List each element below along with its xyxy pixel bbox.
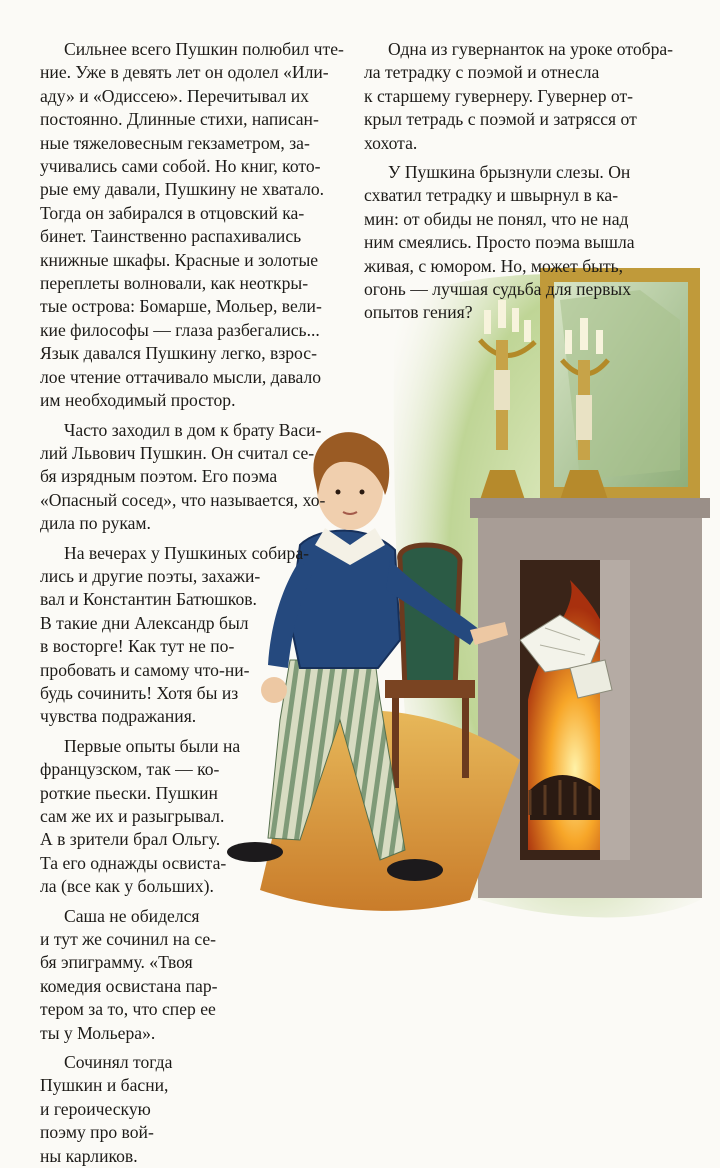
text-line: Язык давался Пушкину легко, взрос- [40,343,317,364]
text-line: Первые опыты были на [64,735,241,756]
text-line: аду» и «Одиссею». Перечитывал их [40,85,309,106]
text-line: На вечерах у Пушкиных собира- [64,542,310,563]
text-line: тером за то, что спер ее [40,999,216,1020]
paragraph [40,38,358,413]
text-line: сам же их и разыгрывал. [40,806,225,826]
text-line: ла тетрадку с поэмой и отнесла [364,62,600,83]
text-line: хохота. [364,132,418,153]
text-line: ты у Мольера». [40,1022,156,1043]
text-line: крыл тетрадь с поэмой и затрясся от [364,109,637,130]
paragraph [40,735,358,899]
text-line: будь сочинить! Хотя бы из [40,682,239,703]
text-line: ние. Уже в девять лет он одолел «Или- [40,62,329,83]
text-line: бя эпиграмму. «Твоя [40,952,193,973]
left-text-column [40,38,358,1168]
text-line: ла (все как у больших). [40,876,214,897]
text-line: Часто заходил в дом к брату Васи- [64,419,322,440]
text-line: «Опасный сосед», что называется, хо- [40,489,326,510]
text-line: ные тяжеловесным гекзаметром, за- [40,132,310,153]
text-line: бинет. Таинственно распахивались [40,226,302,247]
text-line: лое чтение оттачивало мысли, давало [40,366,322,387]
paragraph [364,161,684,325]
text-line: им необходимый простор. [40,390,236,411]
text-line: дила по рукам. [40,513,151,534]
paragraph [40,542,358,729]
text-line: В такие дни Александр был [40,612,249,633]
paragraph [40,1051,358,1168]
text-line: и тут же сочинил на се- [40,929,217,950]
text-line: огонь — лучшая судьба для первых [364,279,632,300]
text-line: и героическую [40,1098,151,1119]
right-text-column [364,38,684,325]
text-line: переплеты волновали, как неоткры- [40,273,309,294]
text-line: рые ему давали, Пушкину не хватало. [40,179,325,200]
text-line: французском, так — ко- [40,759,220,780]
text-line: ны карликов. [40,1145,138,1166]
text-line: роткие пьески. Пушкин [40,782,218,803]
paragraph [364,38,684,155]
text-line: А в зрители брал Ольгу. [40,829,221,850]
text-line: комедия освистана пар- [40,975,218,996]
text-line: пробовать и самому что-ни- [40,659,250,680]
text-line: Одна из гувернанток на уроке отобра- [388,39,674,59]
text-line: в восторге! Как тут не по- [40,636,235,657]
text-line: книжные шкафы. Красные и золотые [40,249,319,270]
text-line: Та его однажды освиста- [40,852,227,873]
text-line: лись и другие поэты, захажи- [40,565,261,586]
text-line: живая, с юмором. Но, может быть, [364,255,624,276]
text-line: чувства подражания. [40,706,197,727]
text-line: поэму про вой- [40,1122,154,1143]
text-line: опытов гения? [364,302,473,323]
text-line: лий Львович Пушкин. Он считал се- [40,442,315,463]
text-line: У Пушкина брызнули слезы. Он [388,162,631,183]
text-line: Пушкин и басни, [40,1075,169,1096]
text-line: вал и Константин Батюшков. [40,589,257,610]
text-line: ним смеялись. Просто поэма вышла [364,232,635,253]
text-line: схватил тетрадку и швырнул в ка- [364,185,619,206]
text-line: бя изрядным поэтом. Его поэма [40,466,278,487]
text-line: постоянно. Длинные стихи, написан- [40,109,319,130]
text-line: Саша не обиделся [64,905,200,926]
text-line: Сочинял тогда [64,1052,173,1073]
paragraph [40,905,358,1045]
text-line: Сильнее всего Пушкин полюбил чте- [64,39,344,59]
text-line: кие философы — глаза разбегались... [40,319,320,340]
text-line: к старшему гувернеру. Гувернер от- [364,85,634,106]
text-line: учивались сами собой. Но книг, кото- [40,156,321,177]
text-line: мин: от обиды не понял, что не над [364,208,629,229]
text-line: Тогда он забирался в отцовский ка- [40,202,305,223]
paragraph [40,419,358,536]
text-line: тые острова: Бомарше, Мольер, вели- [40,296,322,317]
